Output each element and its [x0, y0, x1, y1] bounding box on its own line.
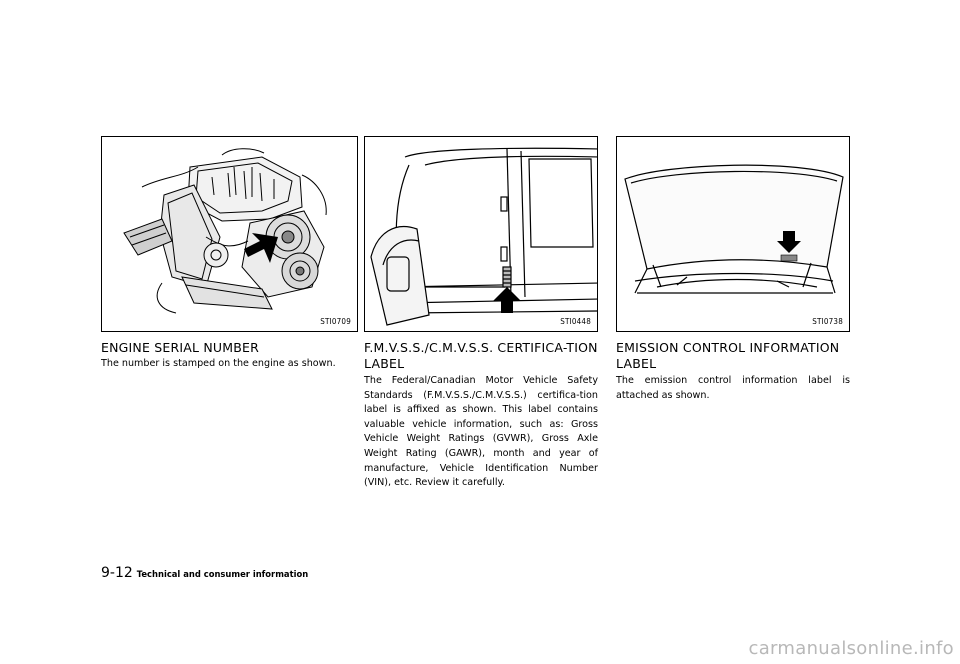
section-body-fmvss-label: The Federal/Canadian Motor Vehicle Safety Standards (F.M.V.S.S./C.M.V.S.S.) certifica-tion label is affixed as shown. This label contains valuable vehicle information, such as: Gross Vehicle Weight Ratings (GVWR), Gross Axle Weight Rating (GAWR), month and year of manufacture, Vehicle Identification Number (VIN), etc. Review it carefully.	[364, 375, 598, 489]
engine-illustration	[102, 137, 358, 332]
section-title-emission-label: EMISSION CONTROL INFORMATION LABEL	[616, 340, 840, 371]
section-title-engine-serial: ENGINE SERIAL NUMBER	[101, 340, 259, 355]
figure-door-pillar	[364, 136, 598, 332]
section-body-engine-serial: The number is stamped on the engine as shown.	[101, 358, 336, 369]
figure-hood	[616, 136, 850, 332]
figure-engine	[101, 136, 358, 332]
section-title-fmvss-label: F.M.V.S.S./C.M.V.S.S. CERTIFICA-TION LABEL	[364, 340, 598, 371]
figure-code: STI0448	[560, 317, 591, 326]
chapter-title: Technical and consumer information	[136, 569, 309, 579]
watermark: carmanualsonline.info	[748, 638, 954, 659]
arrow-icon	[493, 287, 521, 313]
figure-code: STI0709	[320, 317, 351, 326]
section-body-emission-label: The emission control information label is attached as shown.	[616, 375, 850, 401]
figure-code: STI0738	[812, 317, 843, 326]
hood-illustration	[617, 137, 850, 332]
door-pillar-illustration	[365, 137, 598, 332]
label-box	[781, 255, 797, 261]
page-footer	[101, 562, 308, 581]
page-number: 9-12	[101, 565, 133, 581]
